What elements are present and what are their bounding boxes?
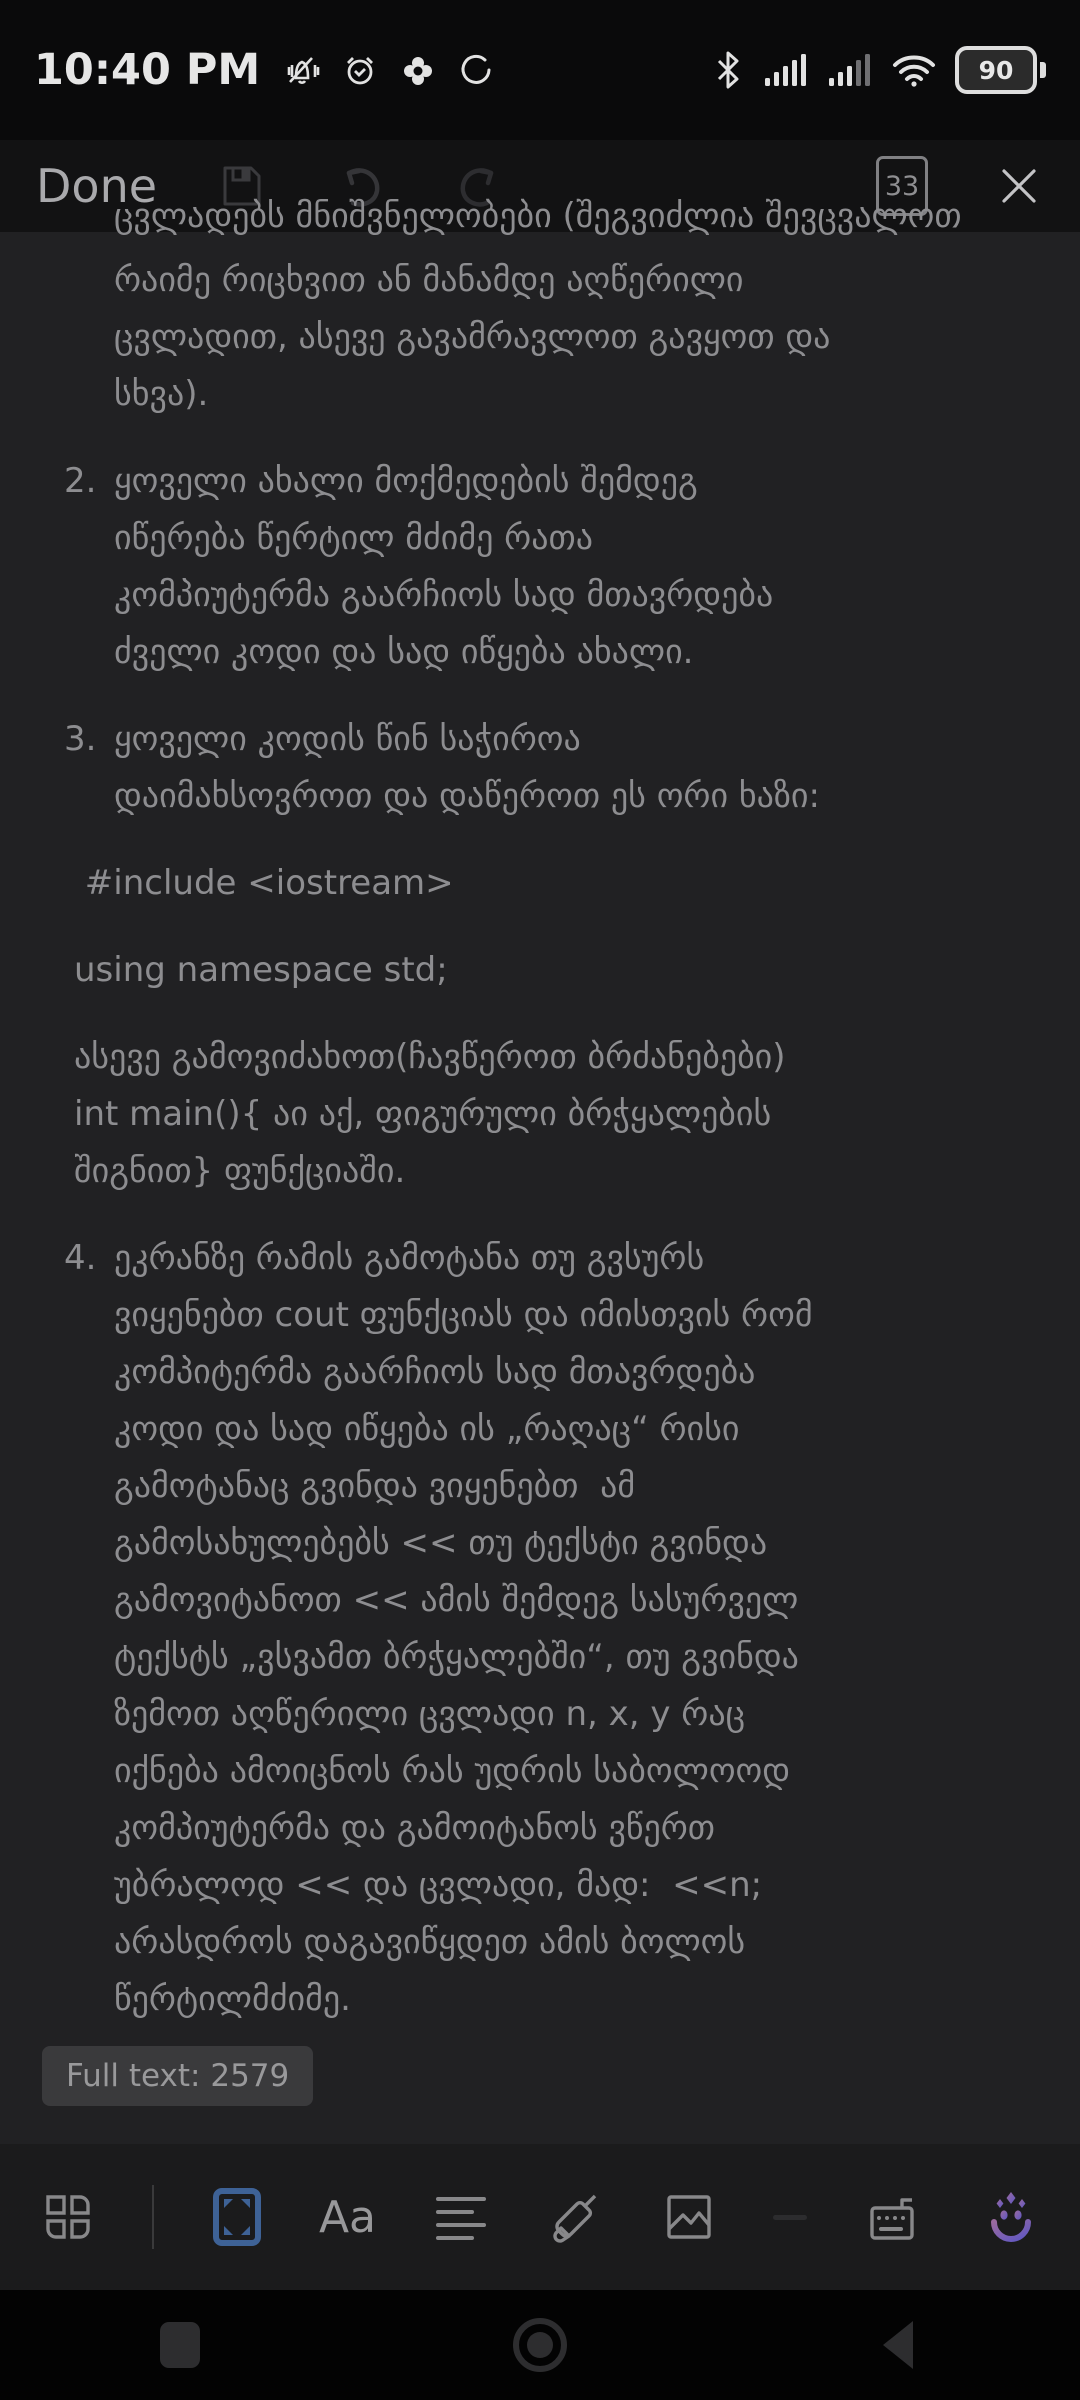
text-line: იქნება ამოიცნოს რას უდრის საბოლოოდ: [114, 1751, 791, 1791]
text-line: არასდროს დაგავიწყდეთ ამის ბოლოს: [114, 1922, 746, 1962]
back-button[interactable]: [720, 2317, 1080, 2373]
battery-percent: 90: [978, 55, 1014, 85]
wifi-icon: [891, 51, 937, 89]
ai-assistant-icon[interactable]: [982, 2188, 1040, 2246]
text-line: სხვა).: [114, 374, 209, 414]
text-line: ყოველი ახალი მოქმედების შემდეგ: [114, 461, 698, 501]
text-line: დაიმახსოვროთ და დაწეროთ ეს ორი ხაზი:: [114, 776, 820, 816]
code-block: [74, 855, 1020, 912]
code-block: [74, 942, 1020, 999]
list-number: 3.: [64, 719, 97, 759]
loader-icon: [456, 50, 496, 90]
document-editor[interactable]: [0, 196, 1080, 2144]
android-nav-bar: [0, 2290, 1080, 2400]
status-bar: [0, 0, 1080, 140]
text-line: კომპიუტერმა გაარჩიოს სად მთავრდება: [114, 575, 774, 615]
text-line: ყოველი კოდის წინ საჭიროა: [114, 719, 581, 759]
layout-grid-icon[interactable]: [40, 2189, 96, 2245]
text-line: ცვლადით, ასევე გავამრავლოთ გავყოთ და: [114, 317, 831, 357]
home-button[interactable]: [360, 2312, 720, 2378]
list-item: [64, 1230, 1020, 2028]
list-number: 4.: [64, 1238, 97, 1278]
battery-icon: [955, 46, 1046, 94]
text-line: გამოვიტანოთ << ამის შემდეგ სასურველ: [114, 1580, 799, 1620]
page-count-value: 33: [884, 170, 920, 202]
alarm-icon: [340, 50, 380, 90]
text-line: ვიყენებთ cout ფუნქციას და იმისთვის რომ: [114, 1295, 813, 1335]
text-format-icon[interactable]: Aa: [318, 2191, 376, 2243]
text-line: კომპიუტერმა და გამოიტანოს ვწერთ: [114, 1808, 716, 1848]
text-line: წერტილმძიმე.: [114, 1979, 351, 2019]
dim-dash-icon: [773, 2215, 807, 2220]
text-line: #include <iostream>: [74, 863, 454, 903]
done-button[interactable]: Done: [36, 159, 158, 213]
list-item: [64, 453, 1020, 681]
text-line: ასევე გამოვიძახოთ(ჩავწეროთ ბრძანებები): [74, 1037, 786, 1077]
clover-icon: [398, 50, 438, 90]
page-frame-icon[interactable]: [211, 2186, 263, 2248]
text-line: რაიმე რიცხვით ან მანამდე აღწერილი: [114, 260, 744, 300]
text-line: ძველი კოდი და სად იწყება ახალი.: [114, 632, 694, 672]
signal-partial-icon: [827, 50, 873, 90]
signal-full-icon: [763, 50, 809, 90]
toolbar-divider: [152, 2185, 154, 2249]
text-line: int main(){ აი აქ, ფიგურული ბრჭყალების: [74, 1094, 772, 1134]
text-line: შიგნით} ფუნქციაში.: [74, 1151, 406, 1191]
list-number: 2.: [64, 461, 97, 501]
bluetooth-icon: [711, 49, 745, 91]
clock-time: 10:40 PM: [34, 45, 261, 95]
text-line: გამოტანაც გვინდა ვიყენებთ ამ: [114, 1466, 636, 1506]
text-line: კომპიტერმა გაარჩიოს სად მთავრდება: [114, 1352, 756, 1392]
text-line: ეკრანზე რამის გამოტანა თუ გვსურს: [114, 1238, 705, 1278]
text-line: კოდი და სად იწყება ის „რაღაც“ რისი: [114, 1409, 740, 1449]
format-toolbar: [0, 2144, 1080, 2290]
text-line: უბრალოდ << და ცვლადი, მად: <<n;: [114, 1865, 763, 1905]
align-icon[interactable]: [432, 2191, 490, 2243]
keyboard-icon[interactable]: [864, 2186, 926, 2248]
list-item: [64, 711, 1020, 825]
text-line: ზემოთ აღწერილი ცვლადი n, x, y რაც: [114, 1694, 746, 1734]
text-blocks: [64, 252, 1020, 2028]
image-icon[interactable]: [661, 2189, 717, 2245]
text-line: გამოსახულებებს << თუ ტექსტი გვინდა: [114, 1523, 768, 1563]
continuation-block: [114, 252, 1020, 423]
para-block: [74, 1029, 1020, 1200]
recents-button[interactable]: [0, 2322, 360, 2368]
text-line: ტექსტს „ვსვამთ ბრჭყალებში“, თუ გვინდა: [114, 1637, 799, 1677]
full-text-counter-badge: Full text: 2579: [42, 2046, 313, 2106]
brush-icon[interactable]: [547, 2188, 605, 2246]
text-line: using namespace std;: [74, 950, 448, 990]
text-line: იწერება წერტილ მძიმე რათა: [114, 518, 594, 558]
mute-vibrate-icon: [282, 50, 322, 90]
clipped-text-line: ცვლადებს მნიშვნელობები (შეგვიძლია შევცვალოთ: [114, 196, 962, 236]
